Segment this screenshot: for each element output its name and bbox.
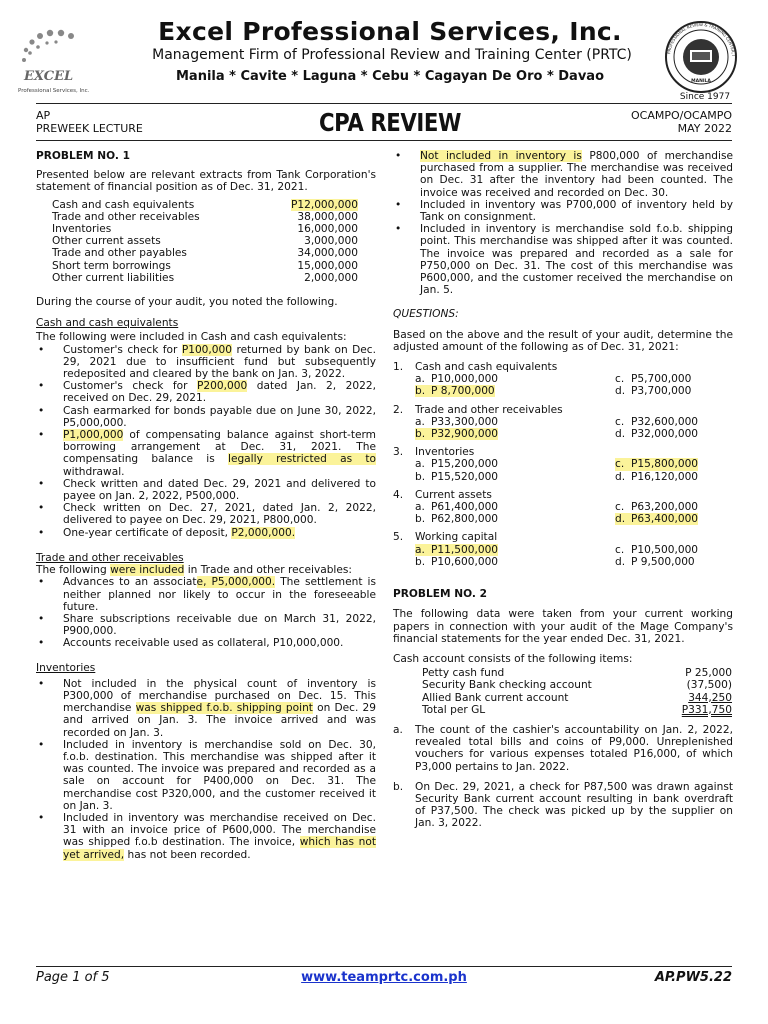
footer-rule bbox=[36, 966, 732, 967]
header-rule bbox=[36, 103, 732, 104]
list-item: • Cash earmarked for bonds payable due on June 30, 2022, P5,000,000. bbox=[36, 405, 376, 429]
list-item: • Included in inventory was P700,000 of inventory held by Tank on consignment. bbox=[393, 199, 733, 223]
left-column bbox=[36, 150, 376, 861]
list-item: • Check written on Dec. 27, 2021, dated Jan. 2, 2022, delivered to payee on Dec. 29, 2021, P800,000. bbox=[36, 502, 376, 526]
cash-account-intro: Cash account consists of the following items: bbox=[393, 652, 633, 665]
page-number: Page 1 of 5 bbox=[36, 970, 110, 985]
list-item: b. On Dec. 29, 2021, a check for P87,500 was drawn against Security Bank current account resulting in bank overdraft of P37,500. The check was picked up by the supplier on Jan. 3, 2022. bbox=[393, 780, 733, 830]
subject-label: AP bbox=[36, 109, 51, 122]
svg-text:EXCEL: EXCEL bbox=[24, 69, 74, 84]
table-row: Inventories 16,000,000 bbox=[52, 223, 358, 236]
list-item: • P1,000,000 of compensating balance against short-term borrowing arrangement at Dec. 31, 2021. The compensating balance is legally restricted as to withdrawal. bbox=[36, 429, 376, 478]
svg-text:Professional Services, Inc.: Professional Services, Inc. bbox=[18, 88, 90, 94]
list-item: a. The count of the cashier's accountability on Jan. 2, 2022, revealed total bills and coins of P9,000. Unreplenished vouchers for various expenses totaled P16,000, of which P3,000 pertains to Jan. 2022. bbox=[393, 723, 733, 773]
question-5: 5. Working capital a. P11,500,000 c. P10,500,000 b. P10,600,000 d. P 9,500,000 bbox=[393, 531, 699, 568]
prtc-seal bbox=[654, 20, 748, 94]
date-label: MAY 2022 bbox=[677, 122, 732, 135]
table-row: Petty cash fund P 25,000 bbox=[422, 667, 732, 680]
list-item: • Included in inventory is merchandise sold on Dec. 30, f.o.b. destination. This merchandise was shipped after it was counted. The invoice was prepared and recorded as a sale on account for P400,000 on Dec. 31. The merchandise cost P320,000, and the customer received it on Jan. 3. bbox=[36, 739, 376, 812]
audit-intro: During the course of your audit, you noted the following. bbox=[36, 296, 338, 309]
company-name: Excel Professional Services, Inc. bbox=[158, 17, 622, 46]
table-row: Security Bank checking account (37,500) bbox=[422, 679, 732, 692]
question-1: 1. Cash and cash equivalents a. P10,000,000 c. P5,700,000 b. P 8,700,000 d. P3,700,000 bbox=[393, 361, 692, 398]
list-item: • Accounts receivable used as collateral, P10,000,000. bbox=[36, 637, 376, 649]
list-item: • Customer's check for P100,000 returned by bank on Dec. 29, 2021 due to insufficient fund but subsequently redeposited and cleared by the bank on Jan. 3, 2022. bbox=[36, 344, 376, 381]
cash-heading: Cash and cash equivalents bbox=[36, 317, 179, 330]
questions-heading: QUESTIONS: bbox=[393, 308, 459, 321]
financial-extract-table bbox=[36, 199, 376, 284]
list-item: • Included in inventory was merchandise received on Dec. 31 with an invoice price of P600,000. The merchandise was shipped f.o.b destination. The invoice, which has not yet arrived, has not been recorded. bbox=[36, 812, 376, 861]
cash-intro: The following were included in Cash and cash equivalents: bbox=[36, 331, 347, 344]
problem2-intro: The following data were taken from your current working papers in connection with your audit of the Mage Company's financial statements for the year ended Dec. 31, 2021. bbox=[393, 608, 733, 645]
website-link[interactable]: www.teamprtc.com.ph bbox=[301, 970, 467, 985]
inventories-heading: Inventories bbox=[36, 661, 96, 674]
problem1-heading: PROBLEM NO. 1 bbox=[36, 150, 130, 162]
problem1-intro: Presented below are relevant extracts from Tank Corporation's statement of financial position as of Dec. 31, 2021. bbox=[36, 169, 376, 194]
right-column bbox=[393, 150, 733, 830]
problem2-heading: PROBLEM NO. 2 bbox=[393, 588, 487, 601]
question-2: 2. Trade and other receivables a. P33,300,000 c. P32,600,000 b. P32,900,000 d. P32,000,000 bbox=[393, 403, 699, 441]
list-item: • Check written and dated Dec. 29, 2021 and delivered to payee on Jan. 2, 2022, P500,000. bbox=[36, 478, 376, 502]
cash-account-table bbox=[393, 667, 733, 716]
cpa-review-title: CPA REVIEW bbox=[318, 108, 462, 137]
table-row: Trade and other payables 34,000,000 bbox=[52, 247, 358, 260]
svg-text:PROFESSIONAL REVIEW & TRAINING: PROFESSIONAL REVIEW & TRAINING CENTER, I bbox=[666, 21, 736, 57]
table-row: Cash and cash equivalents P12,000,000 bbox=[52, 198, 358, 211]
question-4: 4. Current assets a. P61,400,000 c. P63,200,000 b. P62,800,000 d. P63,400,000 bbox=[393, 488, 699, 526]
lecture-label: PREWEEK LECTURE bbox=[36, 122, 143, 135]
receivables-intro: The following were included in Trade and other receivables: bbox=[36, 564, 352, 577]
document-code: AP.PW5.22 bbox=[654, 970, 732, 985]
table-row: Allied Bank current account 344,250 bbox=[422, 691, 732, 704]
list-item: • Not included in inventory is P800,000 of merchandise purchased from a supplier. The merchandise was received on Dec. 31 after the inventory had been counted. The invoice was received and recorded on Dec. 30. bbox=[393, 150, 733, 199]
table-row: Other current assets 3,000,000 bbox=[52, 235, 358, 248]
meta-rule bbox=[36, 140, 732, 141]
questions-intro: Based on the above and the result of your audit, determine the adjusted amount of the following as of Dec. 31, 2021: bbox=[393, 328, 733, 353]
list-item: • Not included in the physical count of inventory is P300,000 of merchandise purchased on Dec. 15. This merchandise was shipped f.o.b. shipping point on Dec. 29 and arrived on Jan. 3. The invoice arrived and was recorded on Jan. 3. bbox=[36, 678, 376, 739]
list-item: • Customer's check for P200,000 dated Jan. 2, 2022, received on Dec. 29, 2021. bbox=[36, 380, 376, 404]
list-item: • Share subscriptions receivable due on March 31, 2022, P900,000. bbox=[36, 613, 376, 637]
question-3: 3. Inventories a. P15,200,000 c. P15,800,000 b. P15,520,000 d. P16,120,000 bbox=[393, 446, 699, 483]
svg-text:MANILA: MANILA bbox=[691, 79, 711, 84]
table-row: Total per GL P331,750 bbox=[422, 703, 732, 716]
since-year: Since 1977 bbox=[679, 92, 731, 102]
receivables-heading: Trade and other receivables bbox=[36, 551, 184, 564]
list-item: • Advances to an associate, P5,000,000. The settlement is neither planned nor likely to occur in the foreseeable future. bbox=[36, 576, 376, 613]
list-item: • One-year certificate of deposit, P2,000,000. bbox=[36, 527, 376, 539]
table-row: Other current liabilities 2,000,000 bbox=[52, 271, 358, 284]
company-cities: Manila * Cavite * Laguna * Cebu * Cagayan De Oro * Davao bbox=[175, 69, 605, 84]
authors-label: OCAMPO/OCAMPO bbox=[631, 109, 732, 122]
excel-logo bbox=[16, 20, 116, 100]
table-row: Short term borrowings 15,000,000 bbox=[52, 259, 358, 272]
company-subtitle: Management Firm of Professional Review and Training Center (PRTC) bbox=[152, 47, 632, 63]
list-item: • Included in inventory is merchandise sold f.o.b. shipping point. This merchandise was shipped after it was counted. The invoice was prepared and recorded as a sale for P750,000 on Dec. 31. The cost of this merchandise was P600,000, and the customer received the merchandise on Jan. 5. bbox=[393, 223, 733, 296]
table-row: Trade and other receivables 38,000,000 bbox=[52, 210, 358, 223]
